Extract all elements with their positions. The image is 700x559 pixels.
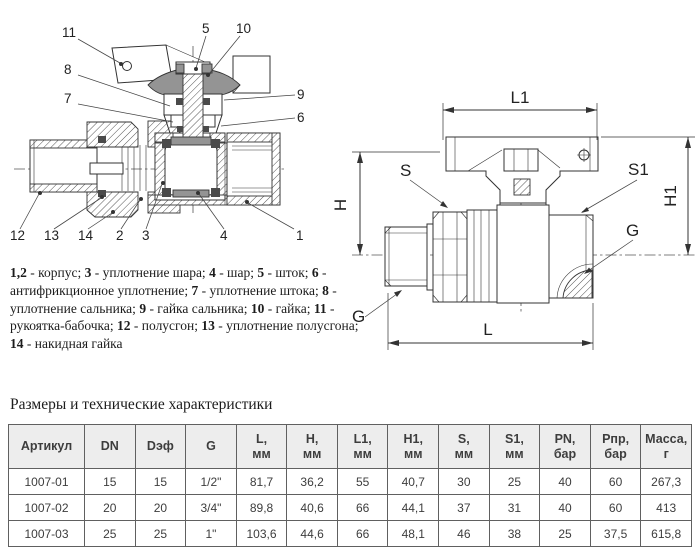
column-header: L1, мм	[337, 425, 388, 469]
legend-item	[10, 265, 85, 280]
table-cell: 44,6	[287, 521, 338, 547]
legend-item-text: - антифрикционное уплотнение;	[10, 265, 327, 298]
callout-label-14: 14	[78, 228, 94, 243]
callout-label-6: 6	[297, 110, 305, 125]
stem-packing	[203, 98, 210, 105]
table-cell: 37	[439, 495, 490, 521]
callout-label-10: 10	[236, 21, 252, 36]
legend-item	[251, 301, 314, 316]
stem-nut	[504, 149, 538, 171]
table-cell: 3/4"	[186, 495, 237, 521]
table-cell: 267,3	[641, 469, 692, 495]
table-cell: 46	[439, 521, 490, 547]
legend-item-number: 1,2	[10, 265, 27, 280]
table-cell: 1"	[186, 521, 237, 547]
table-cell: 15	[135, 469, 186, 495]
table-cell: 66	[337, 521, 388, 547]
table-cell: 38	[489, 521, 540, 547]
half-union-pipe	[30, 140, 146, 192]
table-row	[9, 469, 692, 495]
legend-item-text: - гайка сальника;	[146, 300, 251, 316]
table-cell: 60	[590, 495, 641, 521]
legend-item-text: - полусгон;	[130, 318, 202, 334]
column-header: Масса, г	[641, 425, 692, 469]
dim-label-g-right: G	[626, 221, 640, 240]
table-cell: 103,6	[236, 521, 287, 547]
legend-item-number: 10	[250, 300, 265, 316]
column-header: H, мм	[287, 425, 338, 469]
callout-label-12: 12	[10, 228, 26, 243]
legend-item	[117, 318, 201, 333]
legend-item-text: - гайка;	[264, 300, 314, 316]
column-header: Рпр, бар	[590, 425, 641, 469]
table-cell: 1/2"	[186, 469, 237, 495]
stem-nut	[176, 64, 184, 73]
table-cell: 20	[135, 495, 186, 521]
ball-top-seal	[171, 137, 211, 145]
column-header: Dэф	[135, 425, 186, 469]
table-cell: 40	[540, 495, 591, 521]
table-cell: 25	[135, 521, 186, 547]
legend-item-number: 13	[201, 318, 215, 334]
ball-seat	[162, 188, 171, 197]
table-cell: 48,1	[388, 521, 439, 547]
legend-item-text: - уплотнение штока;	[198, 282, 323, 298]
legend-item-number: 8	[322, 282, 329, 298]
legend-item-number: 9	[139, 300, 147, 316]
table-cell: 25	[85, 521, 136, 547]
stem-packing	[176, 98, 183, 105]
column-header: S1, мм	[489, 425, 540, 469]
dim-label-h1: H1	[661, 185, 680, 207]
stem-seal	[203, 126, 209, 132]
table-cell: 1007-02	[9, 495, 85, 521]
callout-label-2: 2	[116, 228, 124, 243]
table-cell: 20	[85, 495, 136, 521]
legend-item-text: - шар;	[215, 265, 258, 280]
callout-label-13: 13	[44, 228, 60, 243]
table-row	[9, 521, 692, 547]
spec-table	[8, 424, 692, 547]
legend-item	[85, 265, 209, 280]
table-row	[9, 495, 692, 521]
table-cell: 36,2	[287, 469, 338, 495]
column-header: Артикул	[9, 425, 85, 469]
dim-label-g-left: G	[352, 307, 366, 326]
right-diagram-dimensions	[331, 88, 696, 350]
dim-label-l1: L1	[510, 88, 530, 107]
ball-bottom-seal	[173, 190, 209, 197]
body-center	[497, 205, 549, 303]
column-header: PN, бар	[540, 425, 591, 469]
legend-item-text: - накидная гайка	[23, 336, 123, 352]
handle-side-view	[446, 137, 598, 208]
legend-item-text: - корпус;	[26, 265, 85, 280]
table-cell: 55	[337, 469, 388, 495]
ball-seat	[211, 188, 220, 197]
dim-label-h: H	[331, 198, 350, 212]
callout-label-11: 11	[62, 25, 77, 40]
table-cell: 66	[337, 495, 388, 521]
legend-item-number: 7	[191, 282, 199, 298]
legend-item-text: - шток;	[264, 265, 312, 280]
legend-item	[10, 336, 123, 351]
table-cell: 37,5	[590, 521, 641, 547]
callout-label-7: 7	[64, 91, 72, 106]
header-row	[9, 425, 692, 469]
male-thread	[385, 227, 427, 286]
dim-H1	[601, 137, 695, 255]
legend-item	[209, 265, 257, 280]
dim-label-s: S	[400, 161, 412, 180]
table-cell: 40,6	[287, 495, 338, 521]
legend-item-number: 3	[84, 265, 92, 280]
left-diagram-cross-section	[10, 21, 305, 243]
ball-seat	[211, 139, 220, 148]
callout-label-3: 3	[142, 228, 150, 243]
table-cell: 30	[439, 469, 490, 495]
ball-seat	[162, 139, 171, 148]
table-cell: 615,8	[641, 521, 692, 547]
legend-item-text: - уплотнение сальника;	[10, 282, 337, 316]
callout-label-5: 5	[202, 21, 210, 36]
ball	[162, 137, 220, 197]
union-collar	[467, 210, 497, 302]
table-cell: 40,7	[388, 469, 439, 495]
body-female-end	[225, 133, 280, 205]
column-header: DN	[85, 425, 136, 469]
callout-label-1: 1	[296, 228, 304, 243]
legend-item	[257, 265, 312, 280]
column-header: L, мм	[236, 425, 287, 469]
callout-label-4: 4	[220, 228, 228, 243]
dim-label-s1: S1	[628, 160, 649, 179]
stem-seal	[177, 126, 183, 132]
column-header: G	[186, 425, 237, 469]
legend-item-number: 12	[117, 318, 131, 334]
union-seal	[98, 136, 106, 143]
handle-right-wing	[233, 56, 270, 93]
table-cell: 1007-03	[9, 521, 85, 547]
dim-L1	[443, 88, 597, 140]
section-title: Размеры и технические характеристики	[10, 396, 273, 413]
legend-item-number: 11	[313, 300, 327, 316]
dim-label-l: L	[483, 320, 493, 339]
legend-item-text: - рукоятка-бабочка;	[10, 300, 335, 334]
legend-item-text: - уплотнение шара;	[91, 265, 210, 280]
table-cell: 413	[641, 495, 692, 521]
legend-item-number: 4	[209, 265, 216, 280]
table-cell: 81,7	[236, 469, 287, 495]
table-cell: 31	[489, 495, 540, 521]
table-cell: 60	[590, 469, 641, 495]
column-header: H1, мм	[388, 425, 439, 469]
table-cell: 25	[489, 469, 540, 495]
table-cell: 1007-01	[9, 469, 85, 495]
table-cell: 40	[540, 469, 591, 495]
callout-label-9: 9	[297, 87, 305, 102]
table-cell: 89,8	[236, 495, 287, 521]
legend-item-text: - уплотнение полусгона;	[214, 318, 359, 334]
valve-outline	[385, 205, 593, 303]
table-cell: 25	[540, 521, 591, 547]
legend-item-number: 5	[257, 265, 265, 280]
callout-label-8: 8	[64, 62, 72, 77]
legend-item	[139, 301, 251, 316]
legend-item-number: 6	[311, 265, 319, 280]
column-header: S, мм	[439, 425, 490, 469]
legend-item-number: 14	[10, 336, 24, 352]
union-nut-hex	[433, 212, 467, 302]
parts-legend	[10, 264, 364, 353]
legend-item	[201, 318, 358, 333]
table-cell: 44,1	[388, 495, 439, 521]
dim-S	[400, 161, 448, 208]
handle-screw	[514, 179, 530, 195]
washer	[427, 224, 433, 290]
table-cell: 15	[85, 469, 136, 495]
legend-item	[192, 283, 323, 298]
